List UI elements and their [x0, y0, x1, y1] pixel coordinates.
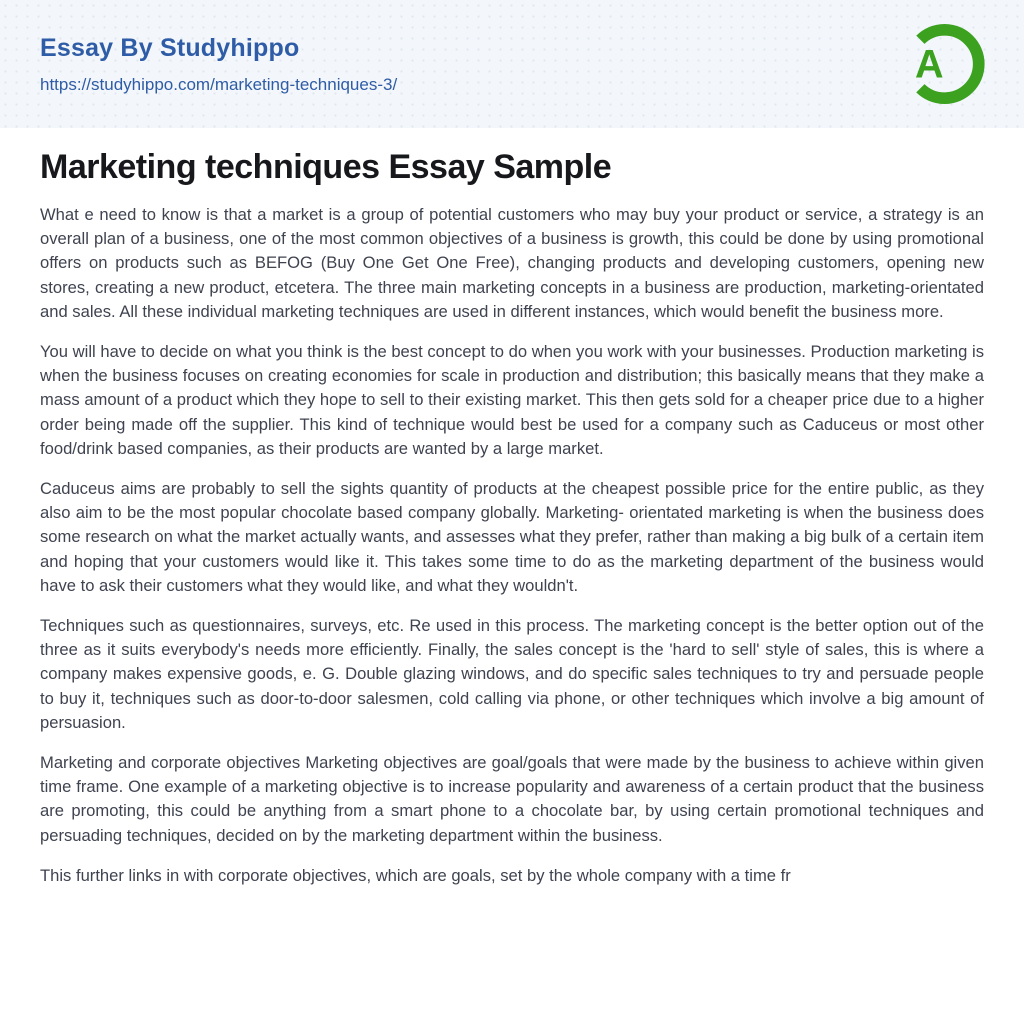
essay-content: [0, 128, 1024, 888]
page-header: [0, 0, 1024, 128]
essay-paragraph: This further links in with corporate objectives, which are goals, set by the whole company with a time fr: [40, 865, 791, 885]
essay-paragraph: Techniques such as questionnaires, surveys, etc. Re used in this process. The marketing concept is the better option out of the three as it suits everybody's needs more efficiently. Finally, the sales concept is the 'hard to sell' style of sales, this is where a company makes expensive goods, e. G. Double glazing windows, and do specific sales techniques to try and persuade people to buy it, techniques such as door-to-door salesmen, cold calling via phone, or other techniques which involve a big amount of persuasion.: [40, 616, 984, 732]
source-url-link[interactable]: https://studyhippo.com/marketing-techniques-3/: [40, 74, 398, 94]
header-text-block: [40, 34, 397, 95]
essay-paragraph: You will have to decide on what you think is the best concept to do when you work with your businesses. Production marketing is when the business focuses on creating economies for scale in production and distribution; this basically means that they make a mass amount of a product which they hope to sell to their existing market. This then gets sold for a cheaper price due to a higher order being made off the supplier. This kind of technique would best be used for a company such as Caduceus or most other food/drink based companies, as their products are wanted by a large market.: [40, 342, 984, 458]
site-title: Essay By Studyhippo: [40, 33, 300, 62]
logo-letter: A: [915, 42, 944, 87]
studyhippo-logo-icon: [896, 19, 986, 109]
essay-paragraph: Caduceus aims are probably to sell the sights quantity of products at the cheapest possible price for the entire public, as they also aim to be the most popular chocolate based company globally. Marketing- orientated marketing is when the business does some research on what the market actually wants, and assesses what they prefer, rather than making a big bulk of a certain item and hoping that your customers would like it. This takes some time to do as the marketing department of the business would have to ask their customers what they would like, and what they wouldn't.: [40, 479, 984, 595]
essay-body: [40, 203, 984, 888]
essay-title: Marketing techniques Essay Sample: [40, 148, 612, 186]
logo-ring-a-icon: [896, 19, 986, 109]
essay-paragraph: What e need to know is that a market is a group of potential customers who may buy your product or service, a strategy is an overall plan of a business, one of the most common objectives of a business is growth, this could be done by using promotional offers on products such as BEFOG (Buy One Get One Free), changing products and developing customers, opening new stores, creating a new product, etcetera. The three main marketing concepts in a business are production, marketing-orientated and sales. All these individual marketing techniques are used in different instances, which would benefit the business more.: [40, 205, 984, 321]
essay-paragraph: Marketing and corporate objectives Marketing objectives are goal/goals that were made by the business to achieve within given time frame. One example of a marketing objective is to increase popularity and awareness of a certain product that the business are promoting, this could be anything from a smart phone to a chocolate bar, by using certain promotional techniques and persuading techniques, decided on by the marketing department within the business.: [40, 753, 984, 845]
